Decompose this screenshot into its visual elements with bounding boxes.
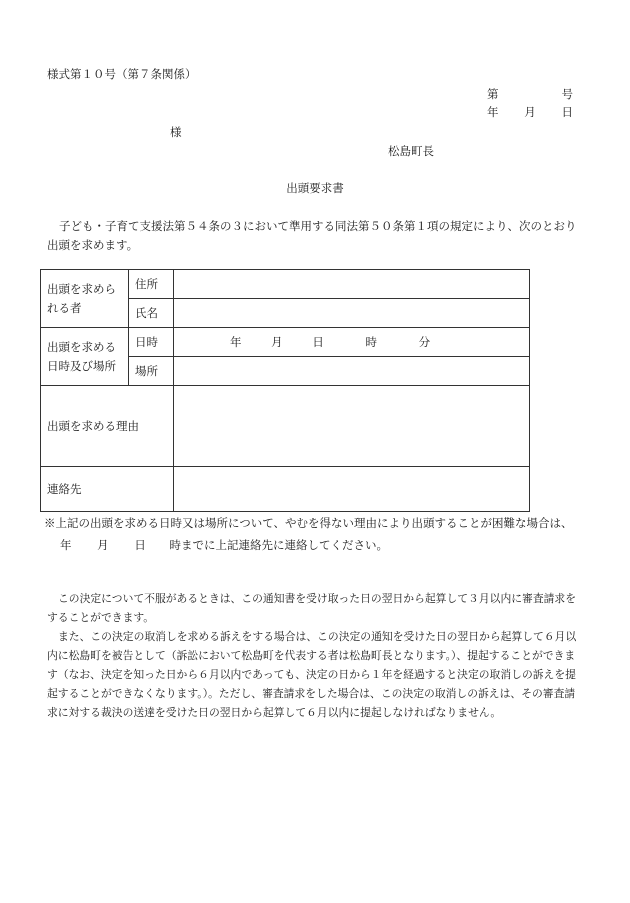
dt-hour: 時 [365, 335, 377, 349]
dt-year: 年 [230, 335, 242, 349]
issuer: 松島町長 [388, 144, 434, 158]
number-suffix: 号 [561, 87, 573, 101]
document-number-line [487, 86, 573, 102]
request-table [40, 269, 530, 512]
appeal-notice [47, 589, 583, 722]
note-line-2 [60, 537, 388, 553]
datetime-group-label: 出頭を求める日時及び場所 [41, 328, 129, 386]
date-day: 日 [561, 105, 573, 119]
reason-label: 出頭を求める理由 [41, 386, 174, 467]
reason-value-cell [174, 386, 530, 467]
number-prefix: 第 [487, 87, 499, 101]
document-title: 出頭要求書 [286, 181, 344, 195]
name-value-cell [174, 299, 530, 328]
issue-date-line [487, 104, 573, 120]
dt-month: 月 [271, 335, 283, 349]
datetime-label: 日時 [129, 328, 174, 357]
date-month: 月 [524, 105, 536, 119]
note-day: 日 [134, 538, 146, 552]
address-label: 住所 [129, 270, 174, 299]
form-number: 様式第１０号（第７条関係） [47, 67, 197, 81]
note-year: 年 [60, 538, 72, 552]
table-row-contact [41, 467, 530, 512]
note-deadline-text: 時までに上記連絡先に連絡してください。 [169, 538, 388, 552]
address-value-cell [174, 270, 530, 299]
place-label: 場所 [129, 357, 174, 386]
table-row-reason [41, 386, 530, 467]
contact-value-cell [174, 467, 530, 512]
place-value-cell [174, 357, 530, 386]
dt-day: 日 [312, 335, 324, 349]
datetime-value-cell [174, 328, 530, 357]
table-row-datetime [41, 328, 530, 357]
date-year: 年 [487, 105, 499, 119]
note-month: 月 [97, 538, 109, 552]
intro-paragraph: 子ども・子育て支援法第５４条の３において準用する同法第５０条第１項の規定により、次のとおり出頭を求めます。 [47, 219, 577, 252]
table-row-address [41, 270, 530, 299]
person-group-label: 出頭を求められる者 [41, 270, 129, 328]
dt-minute: 分 [418, 335, 431, 349]
appeal-notice-para-1: この決定について不服があるときは、この通知書を受け取った日の翌日から起算して３月以内に審査請求をすることができます。 [47, 592, 577, 624]
contact-label: 連絡先 [41, 467, 174, 512]
addressee-suffix: 様 [170, 125, 182, 139]
name-label: 氏名 [129, 299, 174, 328]
appeal-notice-para-2: また、この決定の取消しを求める訴えをする場合は、この決定の通知を受けた日の翌日から起算して６月以内に松島町を被告として（訴訟において松島町を代表する者は松島町長となります。）、提起することができます（なお、決定を知った日から６月以内であっても、決定の日から１年を経過すると決定の取消しの訴えを提起することができなくなります。）。ただし、審査請求をした場合は、この決定の取消しの訴えは、その審査請求に対する裁決の送達を受けた日の翌日から起算して６月以内に提起しなければなりません。 [47, 630, 577, 719]
note-line-1: ※上記の出頭を求める日時又は場所について、やむを得ない理由により出頭することが困難な場合は、 [44, 516, 573, 530]
